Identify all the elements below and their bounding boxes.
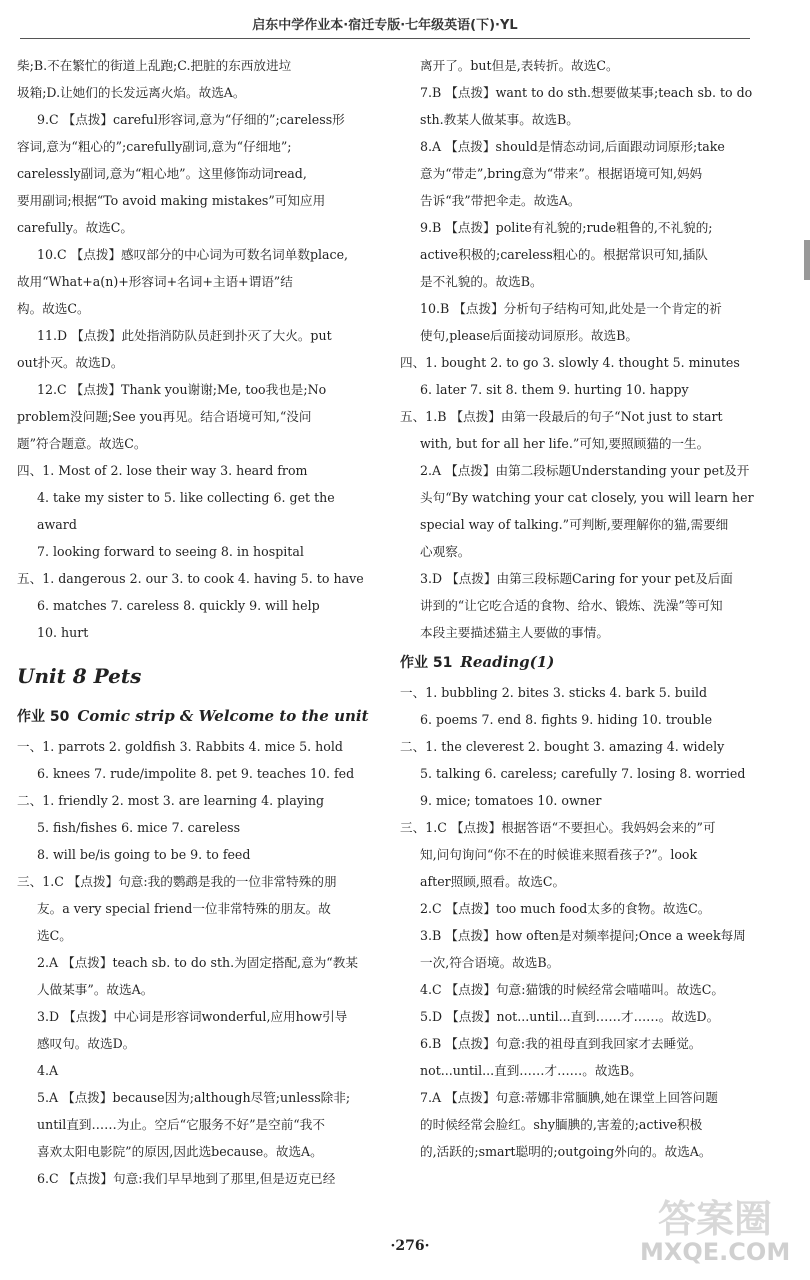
answer-line: 11.D 【点拨】此处指消防队员赶到扑灭了大火。put [37, 328, 332, 343]
answer-line: 5.D 【点拨】not...until...直到……才……。故选D。 [420, 1009, 720, 1024]
answer-line: 题”符合题意。故选C。 [17, 436, 147, 451]
section-line: 一、1. bubbling 2. bites 3. sticks 4. bark 5. build [400, 685, 708, 700]
answer-line: 是不礼貌的。故选B。 [420, 274, 543, 289]
answer-line: 意为“带走”,bring意为“带来”。根据语境可知,妈妈 [420, 166, 703, 181]
answer-line: 讲到的“让它吃合适的食物、给水、锻炼、洗澡”等可知 [420, 598, 723, 613]
answer-line: 3.B 【点拨】how often是对频率提问;Once a week每周 [420, 928, 746, 943]
answer-line: 3.D 【点拨】中心词是形容词wonderful,应用how引导 [37, 1009, 348, 1024]
answer-line: 7. looking forward to seeing 8. in hospital [37, 544, 304, 559]
answer-line: until直到……为止。空后“它服务不好”是空前“我不 [37, 1117, 325, 1132]
answer-line: 使句,please后面接动词原形。故选B。 [420, 328, 638, 343]
answer-line: 6. poems 7. end 8. fights 9. hiding 10. trouble [420, 712, 713, 727]
watermark-text: 答案圈 [657, 1197, 772, 1241]
answer-line: 2.C 【点拨】too much food太多的食物。故选C。 [420, 901, 711, 916]
section-line: 二、1. friendly 2. most 3. are learning 4. playing [17, 793, 325, 808]
section-line: 五、1. dangerous 2. our 3. to cook 4. having 5. to have [17, 571, 364, 586]
answer-line: 4.C 【点拨】句意:猫饿的时候经常会喵喵叫。故选C。 [420, 982, 725, 997]
answer-line: 喜欢太阳电影院”的原因,因此选because。故选A。 [37, 1144, 323, 1159]
answer-line: 5.A 【点拨】because因为;although尽管;unless除非; [37, 1090, 351, 1105]
answer-line: 5. talking 6. careless; carefully 7. losing 8. worried [420, 766, 746, 781]
answer-line: 4.A [37, 1063, 59, 1078]
answer-line: 感叹句。故选D。 [37, 1036, 136, 1051]
answer-line: out扑灭。故选D。 [17, 355, 124, 370]
answer-line: 9.C 【点拨】careful形容词,意为“仔细的”;careless形 [37, 112, 345, 127]
answer-line: 7.A 【点拨】句意:蒂娜非常腼腆,她在课堂上回答问题 [420, 1090, 718, 1105]
answer-line: 一次,符合语境。故选B。 [420, 955, 560, 970]
answer-line: 心观察。 [420, 544, 471, 559]
homework-number: 作业 50 [17, 709, 70, 725]
homework-name: Comic strip & Welcome to the unit [77, 707, 369, 725]
answer-line: 10.C 【点拨】感叹部分的中心词为可数名词单数place, [37, 247, 349, 262]
answer-line: 12.C 【点拨】Thank you谢谢;Me, too我也是;No [37, 382, 327, 397]
unit-title: Unit 8 Pets [17, 664, 142, 688]
answer-line: 圾箱;D.让她们的长发远离火焰。故选A。 [17, 85, 246, 100]
answer-line: 选C。 [37, 928, 72, 943]
section-line: 三、1.C 【点拨】根据答语“不要担心。我妈妈会来的”可 [400, 820, 716, 835]
answer-line: carefully。故选C。 [17, 220, 133, 235]
homework-title [17, 702, 374, 731]
answer-line: 2.A 【点拨】teach sb. to do sth.为固定搭配,意为“教某 [37, 955, 358, 970]
answer-line: 7.B 【点拨】want to do sth.想要做某事;teach sb. to do [420, 85, 753, 100]
left-column [17, 52, 374, 1192]
watermark-url: MXQE.COM [640, 1238, 791, 1266]
answer-line: with, but for all her life.”可知,要照顾猫的一生。 [420, 436, 710, 451]
section-line: 五、1.B 【点拨】由第一段最后的句子“Not just to start [400, 409, 723, 424]
answer-line: special way of talking.”可判断,要理解你的猫,需要细 [420, 517, 729, 532]
section-line: 一、1. parrots 2. goldfish 3. Rabbits 4. mice 5. hold [17, 739, 343, 754]
running-header: 启东中学作业本·宿迁专版·七年级英语(下)·YL [20, 14, 750, 39]
answer-line: 6. later 7. sit 8. them 9. hurting 10. happy [420, 382, 689, 397]
answer-line: 5. fish/fishes 6. mice 7. careless [37, 820, 241, 835]
answer-line: not...until...直到……才……。故选B。 [420, 1063, 642, 1078]
answer-line: 的,活跃的;smart聪明的;outgoing外向的。故选A。 [420, 1144, 712, 1159]
answer-line: 友。a very special friend一位非常特殊的朋友。故 [37, 901, 331, 916]
answer-line: 6.B 【点拨】句意:我的祖母直到我回家才去睡觉。 [420, 1036, 702, 1051]
answer-line: 3.D 【点拨】由第三段标题Caring for your pet及后面 [420, 571, 733, 586]
answer-line: 柴;B.不在繁忙的街道上乱跑;C.把脏的东西放进垃 [17, 58, 292, 73]
page-number: ·276· [390, 1238, 430, 1254]
answer-line: 容词,意为“粗心的”;carefully副词,意为“仔细地”; [17, 139, 292, 154]
answer-line: 4. take my sister to 5. like collecting 6. get the award [37, 490, 335, 532]
watermark-logo [640, 1188, 790, 1272]
answer-line: sth.教某人做某事。故选B。 [420, 112, 579, 127]
answer-line: 9.B 【点拨】polite有礼貌的;rude粗鲁的,不礼貌的; [420, 220, 713, 235]
answer-line: after照顾,照看。故选C。 [420, 874, 566, 889]
answer-line: 8. will be/is going to be 9. to feed [37, 847, 251, 862]
section-line: 四、1. bought 2. to go 3. slowly 4. thought 5. minutes [400, 355, 740, 370]
answer-line: 2.A 【点拨】由第二段标题Understanding your pet及开 [420, 463, 750, 478]
section-line: 三、1.C 【点拨】句意:我的鹦鹉是我的一位非常特殊的朋 [17, 874, 337, 889]
answer-line: 故用“What+a(n)+形容词+名词+主语+谓语”结 [17, 274, 293, 289]
answer-line: active积极的;careless粗心的。根据常识可知,插队 [420, 247, 708, 262]
page-edge-mark [804, 240, 810, 280]
answer-line: 构。故选C。 [17, 301, 90, 316]
answer-line: 10.B 【点拨】分析句子结构可知,此处是一个肯定的祈 [420, 301, 722, 316]
answer-line: 人做某事”。故选A。 [37, 982, 154, 997]
answer-line: 知,问句询问“你不在的时候谁来照看孩子?”。look [420, 847, 698, 862]
homework-number: 作业 51 [400, 655, 453, 671]
answer-line: problem没问题;See you再见。结合语境可知,“没问 [17, 409, 312, 424]
answer-line: 8.A 【点拨】should是情态动词,后面跟动词原形;take [420, 139, 725, 154]
answer-line: 离开了。but但是,表转折。故选C。 [420, 58, 619, 73]
answer-line: 9. mice; tomatoes 10. owner [420, 793, 602, 808]
right-column [400, 52, 758, 1165]
homework-title [400, 648, 758, 677]
answer-line: 10. hurt [37, 625, 89, 640]
section-line: 四、1. Most of 2. lose their way 3. heard from [17, 463, 308, 478]
answer-line: 头句“By watching your cat closely, you will learn her [420, 490, 754, 505]
answer-line: 6. knees 7. rude/impolite 8. pet 9. teaches 10. fed [37, 766, 355, 781]
answer-line: 的时候经常会脸红。shy腼腆的,害羞的;active积极 [420, 1117, 703, 1132]
answer-line: 要用副词;根据“To avoid making mistakes”可知应用 [17, 193, 326, 208]
answer-line: 6. matches 7. careless 8. quickly 9. will help [37, 598, 320, 613]
answer-line: 告诉“我”带把伞走。故选A。 [420, 193, 581, 208]
section-line: 二、1. the cleverest 2. bought 3. amazing 4. widely [400, 739, 725, 754]
answer-line: 本段主要描述猫主人要做的事情。 [420, 625, 609, 640]
answer-line: 6.C 【点拨】句意:我们早早地到了那里,但是迈克已经 [37, 1171, 336, 1186]
homework-name: Reading(1) [460, 653, 555, 671]
answer-line: carelessly副词,意为“粗心地”。这里修饰动词read, [17, 166, 307, 181]
